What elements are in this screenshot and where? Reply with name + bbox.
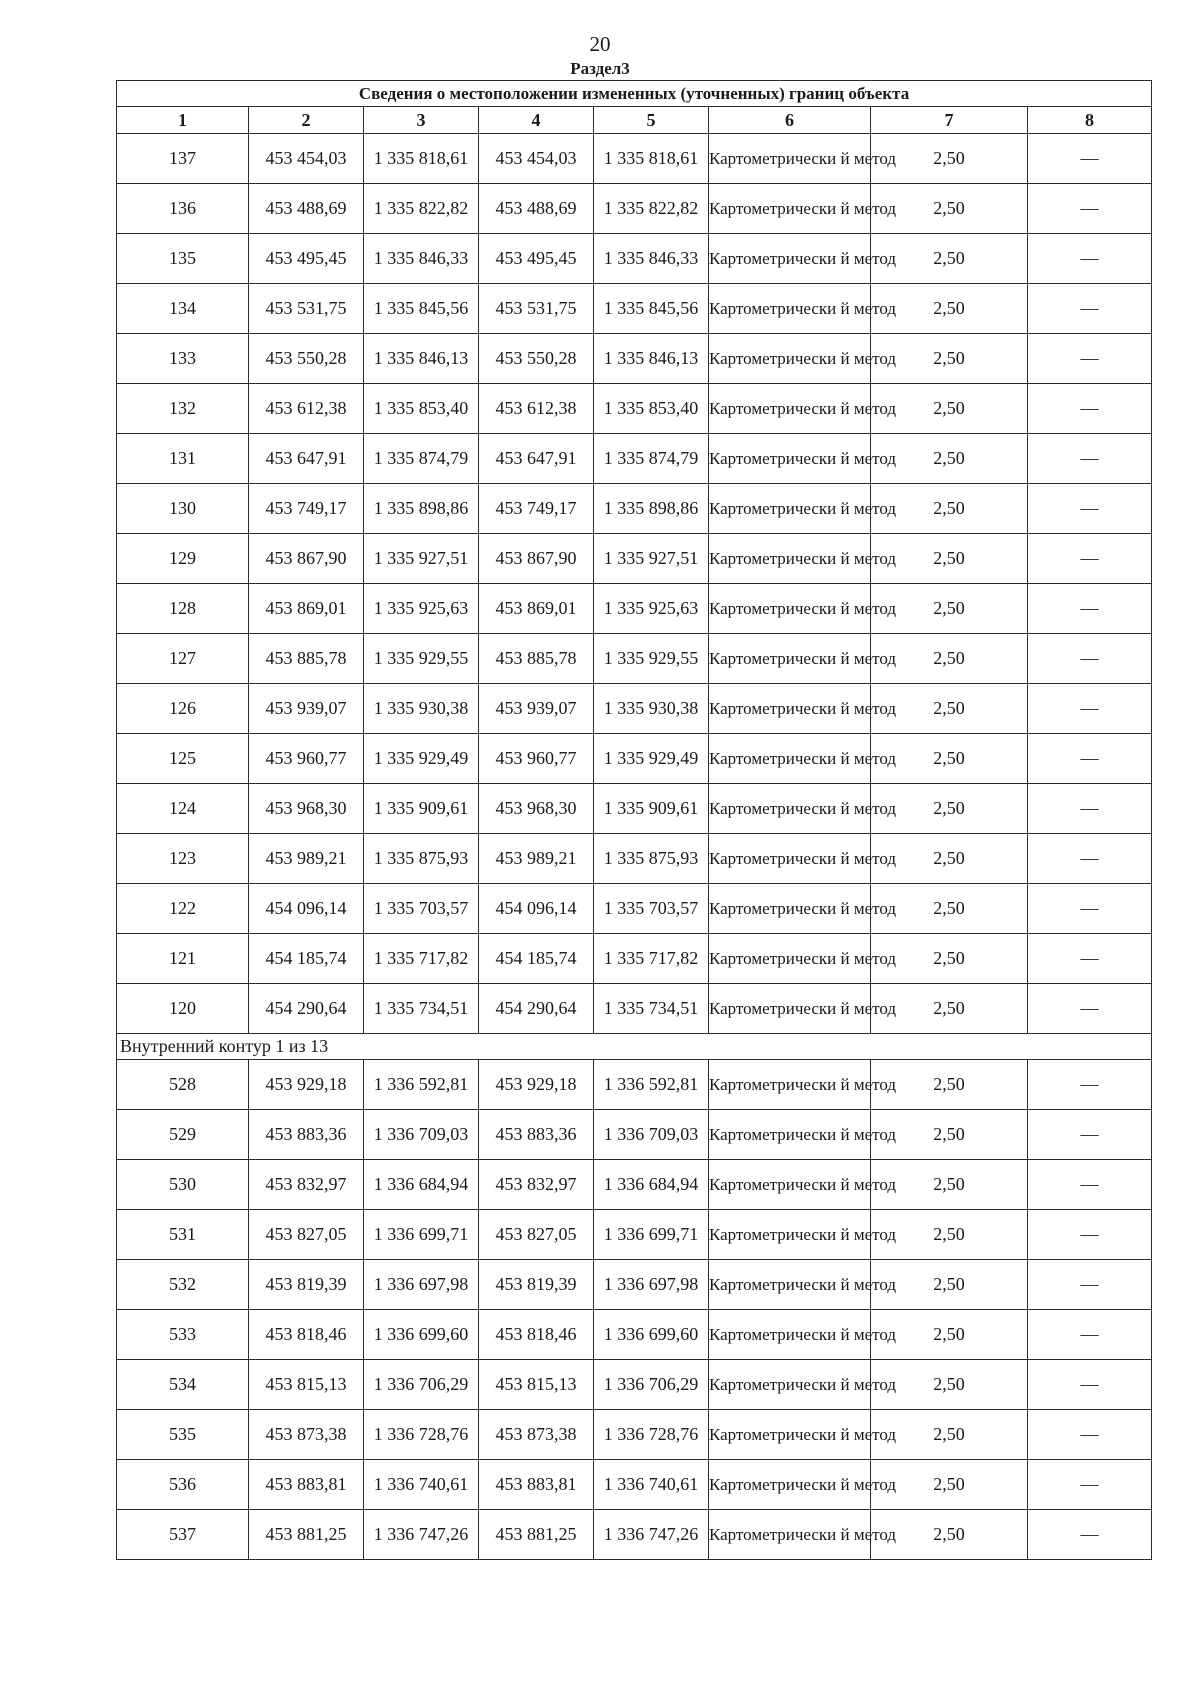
cell-old-y: 1 335 845,56 [364,284,479,334]
cell-method: Картометрически й метод [709,634,871,684]
cell-new-y: 1 335 818,61 [594,134,709,184]
cell-point-number: 136 [117,184,249,234]
cell-description: — [1028,1310,1152,1360]
cell-new-x: 453 885,78 [479,634,594,684]
cell-point-number: 132 [117,384,249,434]
cell-description: — [1028,284,1152,334]
cell-method: Картометрически й метод [709,984,871,1034]
cell-description: — [1028,684,1152,734]
table-row [117,384,1152,434]
coordinates-table [116,80,1152,1560]
cell-new-x: 453 873,38 [479,1410,594,1460]
column-number: 2 [249,107,364,134]
cell-description: — [1028,134,1152,184]
cell-old-x: 453 454,03 [249,134,364,184]
cell-method: Картометрически й метод [709,1160,871,1210]
table-row [117,734,1152,784]
cell-old-y: 1 336 697,98 [364,1260,479,1310]
cell-point-number: 134 [117,284,249,334]
cell-old-x: 453 531,75 [249,284,364,334]
cell-description: — [1028,1060,1152,1110]
table-row [117,434,1152,484]
cell-old-y: 1 335 929,55 [364,634,479,684]
cell-old-y: 1 335 925,63 [364,584,479,634]
cell-description: — [1028,534,1152,584]
cell-method: Картометрически й метод [709,1410,871,1460]
cell-old-x: 453 827,05 [249,1210,364,1260]
cell-accuracy: 2,50 [871,984,1028,1034]
cell-description: — [1028,234,1152,284]
cell-point-number: 135 [117,234,249,284]
cell-description: — [1028,184,1152,234]
cell-old-x: 453 818,46 [249,1310,364,1360]
column-number: 8 [1028,107,1152,134]
section-title: Раздел3 [570,59,630,78]
cell-old-x: 453 883,36 [249,1110,364,1160]
cell-point-number: 120 [117,984,249,1034]
cell-new-y: 1 336 699,60 [594,1310,709,1360]
cell-new-y: 1 335 898,86 [594,484,709,534]
cell-old-y: 1 336 740,61 [364,1460,479,1510]
contour-label: Внутренний контур 1 из 13 [117,1034,1152,1060]
cell-accuracy: 2,50 [871,834,1028,884]
cell-new-y: 1 336 747,26 [594,1510,709,1560]
cell-new-y: 1 336 709,03 [594,1110,709,1160]
cell-method: Картометрически й метод [709,1510,871,1560]
cell-old-y: 1 335 898,86 [364,484,479,534]
cell-point-number: 122 [117,884,249,934]
table-row [117,1510,1152,1560]
cell-point-number: 124 [117,784,249,834]
cell-old-x: 453 495,45 [249,234,364,284]
cell-new-y: 1 335 927,51 [594,534,709,584]
table-row [117,184,1152,234]
cell-description: — [1028,634,1152,684]
cell-old-y: 1 335 846,33 [364,234,479,284]
cell-method: Картометрически й метод [709,234,871,284]
table-row [117,1310,1152,1360]
cell-old-x: 453 869,01 [249,584,364,634]
cell-old-x: 454 290,64 [249,984,364,1034]
cell-method: Картометрически й метод [709,884,871,934]
cell-point-number: 531 [117,1210,249,1260]
cell-new-x: 454 290,64 [479,984,594,1034]
cell-point-number: 127 [117,634,249,684]
cell-method: Картометрически й метод [709,1310,871,1360]
cell-accuracy: 2,50 [871,1060,1028,1110]
cell-new-x: 453 989,21 [479,834,594,884]
cell-new-y: 1 335 734,51 [594,984,709,1034]
cell-accuracy: 2,50 [871,1260,1028,1310]
table-row [117,234,1152,284]
cell-description: — [1028,934,1152,984]
cell-old-y: 1 335 874,79 [364,434,479,484]
table-row [117,584,1152,634]
cell-description: — [1028,1360,1152,1410]
cell-description: — [1028,884,1152,934]
cell-accuracy: 2,50 [871,684,1028,734]
cell-old-y: 1 335 734,51 [364,984,479,1034]
cell-old-y: 1 335 853,40 [364,384,479,434]
cell-new-x: 453 550,28 [479,334,594,384]
cell-new-y: 1 335 846,33 [594,234,709,284]
cell-old-y: 1 336 699,60 [364,1310,479,1360]
cell-new-x: 453 939,07 [479,684,594,734]
cell-new-y: 1 335 909,61 [594,784,709,834]
cell-accuracy: 2,50 [871,884,1028,934]
table-row [117,534,1152,584]
table-row [117,784,1152,834]
cell-point-number: 121 [117,934,249,984]
cell-new-x: 453 495,45 [479,234,594,284]
cell-description: — [1028,334,1152,384]
cell-new-y: 1 336 592,81 [594,1060,709,1110]
cell-method: Картометрически й метод [709,1110,871,1160]
cell-method: Картометрически й метод [709,334,871,384]
cell-new-x: 453 531,75 [479,284,594,334]
cell-accuracy: 2,50 [871,534,1028,584]
cell-old-x: 453 647,91 [249,434,364,484]
cell-accuracy: 2,50 [871,1210,1028,1260]
cell-description: — [1028,734,1152,784]
cell-point-number: 532 [117,1260,249,1310]
cell-point-number: 529 [117,1110,249,1160]
cell-new-x: 453 832,97 [479,1160,594,1210]
table-row [117,134,1152,184]
cell-old-y: 1 335 822,82 [364,184,479,234]
cell-new-y: 1 336 706,29 [594,1360,709,1410]
cell-accuracy: 2,50 [871,1110,1028,1160]
table-row [117,1410,1152,1460]
cell-old-y: 1 336 706,29 [364,1360,479,1410]
table-row [117,1110,1152,1160]
cell-point-number: 536 [117,1460,249,1510]
cell-new-y: 1 335 703,57 [594,884,709,934]
cell-point-number: 528 [117,1060,249,1110]
cell-accuracy: 2,50 [871,734,1028,784]
table-row [117,1160,1152,1210]
cell-accuracy: 2,50 [871,634,1028,684]
cell-old-x: 453 819,39 [249,1260,364,1310]
cell-old-x: 453 989,21 [249,834,364,884]
cell-method: Картометрически й метод [709,1210,871,1260]
cell-description: — [1028,384,1152,434]
cell-accuracy: 2,50 [871,234,1028,284]
cell-accuracy: 2,50 [871,1460,1028,1510]
cell-new-y: 1 336 684,94 [594,1160,709,1210]
cell-new-y: 1 335 929,55 [594,634,709,684]
cell-old-x: 453 873,38 [249,1410,364,1460]
cell-point-number: 530 [117,1160,249,1210]
cell-new-x: 453 612,38 [479,384,594,434]
cell-new-x: 453 819,39 [479,1260,594,1310]
table-row [117,1360,1152,1410]
cell-new-x: 453 818,46 [479,1310,594,1360]
cell-description: — [1028,1210,1152,1260]
cell-accuracy: 2,50 [871,184,1028,234]
cell-new-x: 453 454,03 [479,134,594,184]
cell-new-y: 1 335 929,49 [594,734,709,784]
column-number: 4 [479,107,594,134]
cell-old-x: 453 488,69 [249,184,364,234]
cell-new-y: 1 335 925,63 [594,584,709,634]
cell-old-x: 453 960,77 [249,734,364,784]
cell-new-y: 1 335 717,82 [594,934,709,984]
cell-old-x: 453 939,07 [249,684,364,734]
cell-old-y: 1 336 728,76 [364,1410,479,1460]
cell-point-number: 129 [117,534,249,584]
cell-description: — [1028,584,1152,634]
cell-old-y: 1 335 929,49 [364,734,479,784]
cell-description: — [1028,1410,1152,1460]
cell-method: Картометрически й метод [709,734,871,784]
cell-accuracy: 2,50 [871,584,1028,634]
cell-description: — [1028,1460,1152,1510]
cell-method: Картометрически й метод [709,584,871,634]
cell-method: Картометрически й метод [709,534,871,584]
cell-accuracy: 2,50 [871,784,1028,834]
cell-new-y: 1 336 697,98 [594,1260,709,1310]
cell-accuracy: 2,50 [871,134,1028,184]
cell-method: Картометрически й метод [709,684,871,734]
cell-old-y: 1 336 747,26 [364,1510,479,1560]
cell-accuracy: 2,50 [871,484,1028,534]
cell-point-number: 123 [117,834,249,884]
cell-accuracy: 2,50 [871,1360,1028,1410]
cell-old-y: 1 335 717,82 [364,934,479,984]
cell-point-number: 537 [117,1510,249,1560]
cell-new-x: 454 185,74 [479,934,594,984]
cell-method: Картометрически й метод [709,434,871,484]
cell-point-number: 125 [117,734,249,784]
cell-new-y: 1 335 846,13 [594,334,709,384]
cell-old-x: 454 096,14 [249,884,364,934]
column-number-row [117,107,1152,134]
cell-description: — [1028,1160,1152,1210]
table-row [117,334,1152,384]
table-row [117,834,1152,884]
cell-old-x: 453 885,78 [249,634,364,684]
cell-accuracy: 2,50 [871,1310,1028,1360]
cell-description: — [1028,984,1152,1034]
cell-point-number: 126 [117,684,249,734]
table-row [117,1060,1152,1110]
cell-method: Картометрически й метод [709,1260,871,1310]
cell-old-y: 1 335 846,13 [364,334,479,384]
cell-new-x: 453 488,69 [479,184,594,234]
cell-old-x: 453 749,17 [249,484,364,534]
cell-point-number: 534 [117,1360,249,1410]
cell-description: — [1028,1110,1152,1160]
cell-method: Картометрически й метод [709,134,871,184]
cell-point-number: 133 [117,334,249,384]
cell-new-x: 453 827,05 [479,1210,594,1260]
cell-new-y: 1 336 740,61 [594,1460,709,1510]
cell-old-y: 1 336 699,71 [364,1210,479,1260]
cell-old-y: 1 336 684,94 [364,1160,479,1210]
cell-method: Картометрически й метод [709,1360,871,1410]
table-row [117,1210,1152,1260]
table-row [117,284,1152,334]
cell-accuracy: 2,50 [871,384,1028,434]
cell-new-x: 453 815,13 [479,1360,594,1410]
cell-new-x: 453 968,30 [479,784,594,834]
table-row [117,884,1152,934]
table-row [117,684,1152,734]
cell-method: Картометрически й метод [709,284,871,334]
cell-point-number: 128 [117,584,249,634]
cell-old-y: 1 336 592,81 [364,1060,479,1110]
cell-description: — [1028,484,1152,534]
table-row [117,634,1152,684]
cell-new-y: 1 335 845,56 [594,284,709,334]
cell-old-x: 453 612,38 [249,384,364,434]
cell-accuracy: 2,50 [871,334,1028,384]
cell-new-y: 1 335 930,38 [594,684,709,734]
cell-description: — [1028,834,1152,884]
cell-point-number: 533 [117,1310,249,1360]
column-number: 7 [871,107,1028,134]
cell-old-y: 1 335 927,51 [364,534,479,584]
cell-accuracy: 2,50 [871,1410,1028,1460]
cell-method: Картометрически й метод [709,834,871,884]
cell-method: Картометрически й метод [709,484,871,534]
cell-old-y: 1 335 703,57 [364,884,479,934]
table-row [117,484,1152,534]
cell-method: Картометрически й метод [709,384,871,434]
cell-point-number: 131 [117,434,249,484]
column-number: 1 [117,107,249,134]
cell-old-x: 454 185,74 [249,934,364,984]
cell-old-y: 1 335 909,61 [364,784,479,834]
cell-description: — [1028,784,1152,834]
column-number: 6 [709,107,871,134]
cell-description: — [1028,1510,1152,1560]
cell-old-x: 453 550,28 [249,334,364,384]
cell-new-y: 1 335 875,93 [594,834,709,884]
cell-old-x: 453 815,13 [249,1360,364,1410]
cell-old-y: 1 335 875,93 [364,834,479,884]
cell-method: Картометрически й метод [709,184,871,234]
cell-new-x: 453 883,36 [479,1110,594,1160]
cell-new-x: 454 096,14 [479,884,594,934]
cell-method: Картометрически й метод [709,784,871,834]
cell-new-y: 1 336 728,76 [594,1410,709,1460]
cell-new-x: 453 867,90 [479,534,594,584]
cell-old-x: 453 968,30 [249,784,364,834]
cell-old-x: 453 883,81 [249,1460,364,1510]
cell-new-x: 453 881,25 [479,1510,594,1560]
table-row [117,1260,1152,1310]
cell-point-number: 137 [117,134,249,184]
cell-old-y: 1 336 709,03 [364,1110,479,1160]
cell-new-x: 453 960,77 [479,734,594,784]
cell-old-x: 453 832,97 [249,1160,364,1210]
cell-old-x: 453 881,25 [249,1510,364,1560]
contour-row [117,1034,1152,1060]
cell-new-x: 453 929,18 [479,1060,594,1110]
cell-old-y: 1 335 818,61 [364,134,479,184]
cell-description: — [1028,434,1152,484]
cell-old-x: 453 867,90 [249,534,364,584]
cell-method: Картометрически й метод [709,1060,871,1110]
cell-accuracy: 2,50 [871,1510,1028,1560]
cell-new-y: 1 335 874,79 [594,434,709,484]
cell-point-number: 535 [117,1410,249,1460]
cell-new-y: 1 336 699,71 [594,1210,709,1260]
table-row [117,1460,1152,1510]
cell-old-x: 453 929,18 [249,1060,364,1110]
cell-new-x: 453 869,01 [479,584,594,634]
cell-accuracy: 2,50 [871,1160,1028,1210]
column-number: 3 [364,107,479,134]
cell-new-x: 453 883,81 [479,1460,594,1510]
cell-new-y: 1 335 822,82 [594,184,709,234]
cell-new-x: 453 749,17 [479,484,594,534]
cell-accuracy: 2,50 [871,284,1028,334]
column-number: 5 [594,107,709,134]
cell-method: Картометрически й метод [709,1460,871,1510]
cell-new-y: 1 335 853,40 [594,384,709,434]
table-body [117,134,1152,1560]
table-row [117,984,1152,1034]
cell-method: Картометрически й метод [709,934,871,984]
cell-point-number: 130 [117,484,249,534]
cell-accuracy: 2,50 [871,934,1028,984]
cell-old-y: 1 335 930,38 [364,684,479,734]
cell-new-x: 453 647,91 [479,434,594,484]
cell-description: — [1028,1260,1152,1310]
table-row [117,934,1152,984]
cell-accuracy: 2,50 [871,434,1028,484]
page-number: 20 [589,32,611,56]
table-caption: Сведения о местоположении измененных (уточненных) границ объекта [117,81,1152,107]
